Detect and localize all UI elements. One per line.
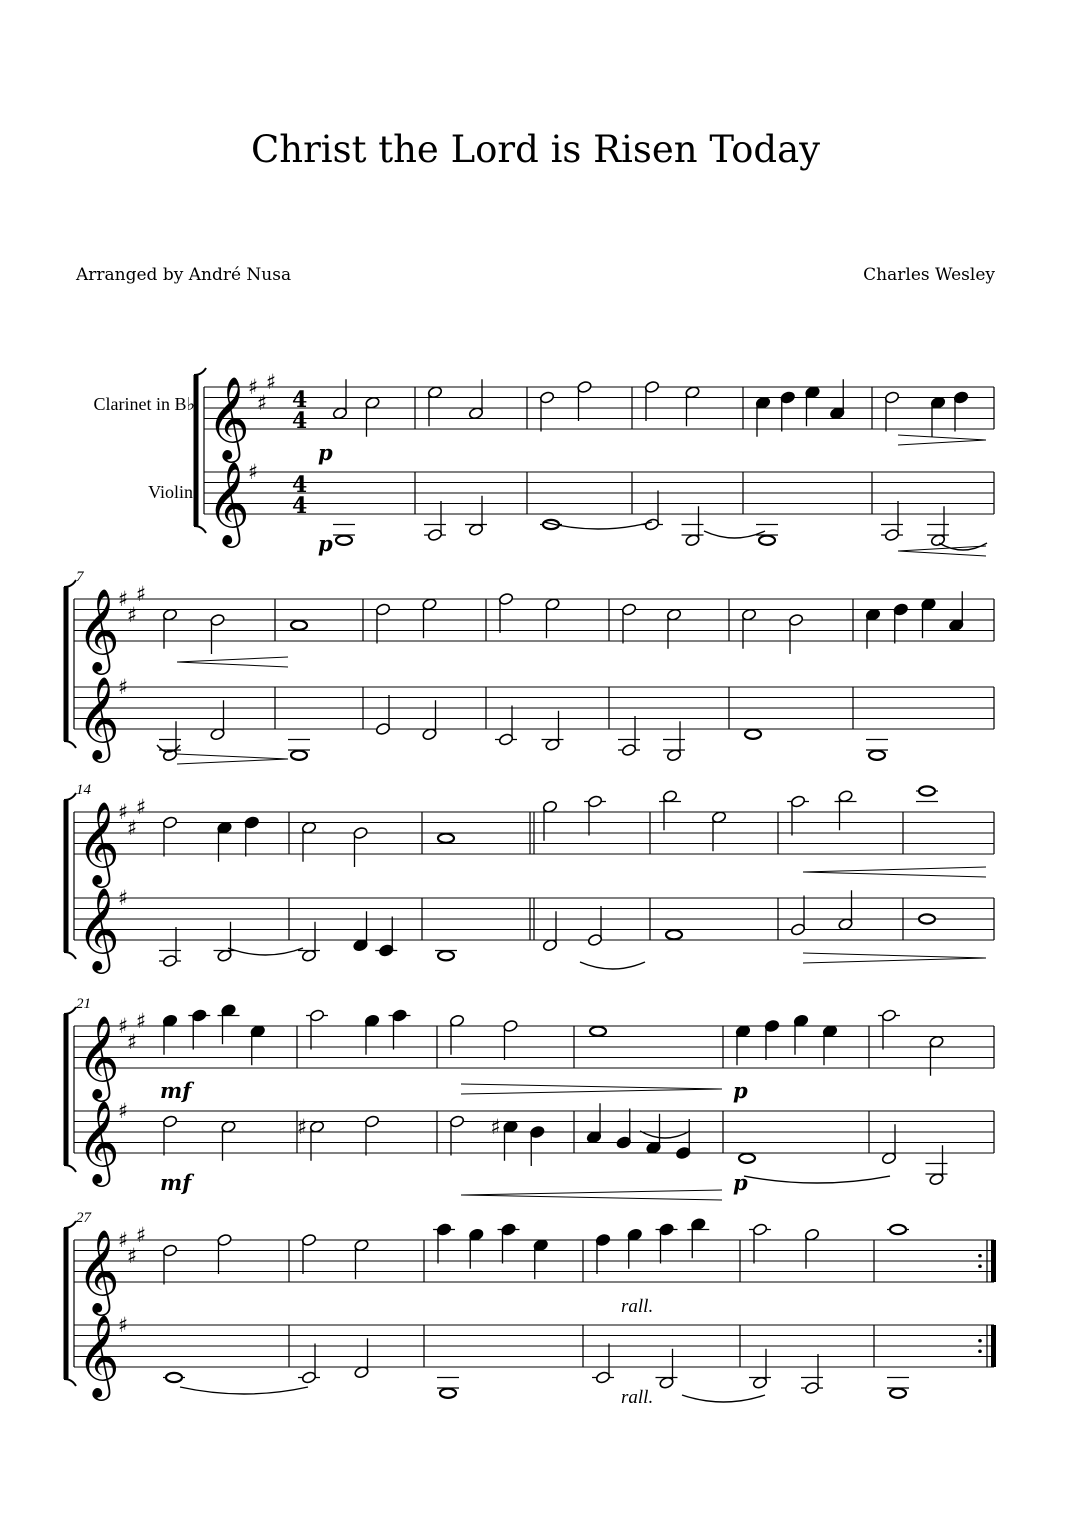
treble-clef-icon: 𝄞 [77, 886, 120, 970]
treble-clef-icon: 𝄞 [77, 1014, 120, 1098]
system-5 [64, 1210, 996, 1408]
treble-clef-icon: 𝄞 [77, 1228, 120, 1312]
time-signature-numerator: 4 [292, 386, 308, 413]
key-signature-sharp: ♯ [257, 390, 268, 415]
whole-note [919, 786, 935, 795]
key-signature-sharp: ♯ [118, 1099, 129, 1123]
crescendo-hairpin [461, 1190, 722, 1200]
time-signature-numerator: 4 [292, 471, 308, 498]
clarinet-staff [74, 1004, 994, 1102]
clarinet-staff [74, 582, 994, 675]
system-3 [64, 782, 994, 974]
dynamic-marking: p [318, 440, 333, 465]
key-signature-sharp: ♯ [118, 675, 129, 699]
repeat-dot [978, 1254, 982, 1258]
crescendo-hairpin [898, 546, 986, 556]
whole-note [666, 930, 682, 939]
system-4 [64, 996, 994, 1195]
key-signature-sharp: ♯ [127, 1243, 138, 1268]
clarinet-staff [74, 1218, 996, 1316]
bracket-hook [64, 1379, 76, 1386]
system-1 [94, 368, 994, 556]
arranger-credit: Arranged by André Nusa [76, 265, 292, 285]
treble-clef-icon: 𝄞 [77, 1099, 120, 1183]
bracket-hook [64, 793, 76, 800]
dynamic-marking: mf [160, 1078, 192, 1103]
whole-note [745, 730, 761, 739]
whole-note [166, 1373, 182, 1382]
violin-staff [74, 1099, 994, 1187]
tempo-marking: rall. [621, 1296, 654, 1317]
dynamic-marking: p [318, 531, 333, 556]
key-signature-sharp: ♯ [248, 375, 259, 399]
crescendo-hairpin [803, 867, 986, 877]
key-signature-sharp: ♯ [118, 1313, 129, 1337]
dynamic-marking: p [733, 1078, 748, 1103]
final-barline [991, 1240, 996, 1282]
composer-credit: Charles Wesley [863, 265, 995, 285]
crescendo-hairpin [177, 657, 288, 667]
treble-clef-icon: 𝄞 [207, 375, 250, 459]
instrument-name-violin: Violin [148, 482, 193, 502]
bracket-hook [194, 368, 206, 375]
bracket-hook [64, 952, 76, 959]
key-signature-sharp: ♯ [266, 369, 277, 394]
key-signature-sharp: ♯ [118, 800, 129, 824]
whole-note [919, 914, 935, 923]
system-2 [64, 569, 994, 763]
key-signature-sharp: ♯ [136, 581, 147, 606]
whole-note [759, 536, 775, 545]
key-signature-sharp: ♯ [136, 1008, 147, 1033]
whole-note [890, 1225, 906, 1234]
bracket-hook [194, 526, 206, 533]
whole-note [590, 1027, 606, 1036]
instrument-name-clarinet: Clarinet in B♭ [93, 394, 195, 414]
key-signature-sharp: ♯ [118, 1228, 129, 1252]
repeat-dot [978, 1339, 982, 1343]
key-signature-sharp: ♯ [136, 1222, 147, 1247]
measure-number: 21 [76, 996, 91, 1012]
key-signature-sharp: ♯ [118, 587, 129, 611]
tie-curve [228, 948, 303, 955]
bracket-hook [64, 741, 76, 748]
treble-clef-icon: 𝄞 [207, 460, 250, 544]
whole-note [890, 1389, 906, 1398]
score-title: Christ the Lord is Risen Today [250, 128, 821, 171]
bracket-hook [64, 1165, 76, 1172]
repeat-dot [978, 1349, 982, 1353]
key-signature-sharp: ♯ [248, 460, 259, 484]
decrescendo-hairpin [803, 953, 986, 963]
decrescendo-hairpin [898, 435, 986, 445]
sharp-accidental: ♯ [297, 1114, 308, 1139]
treble-clef-icon: 𝄞 [77, 587, 120, 671]
dynamic-marking: p [733, 1170, 748, 1195]
whole-note [869, 751, 885, 760]
tie-curve [682, 1395, 765, 1402]
measure-number: 27 [76, 1210, 91, 1226]
whole-note [739, 1154, 755, 1163]
treble-clef-icon: 𝄞 [77, 800, 120, 884]
whole-note [291, 621, 307, 630]
violin-staff [74, 886, 994, 974]
whole-note [291, 751, 307, 760]
dynamic-marking: mf [160, 1170, 192, 1195]
decrescendo-hairpin [177, 754, 288, 764]
tie-curve [744, 1176, 890, 1183]
time-signature-denominator: 4 [292, 492, 308, 519]
key-signature-sharp: ♯ [136, 794, 147, 819]
tie-curve [580, 962, 645, 969]
clarinet-staff [74, 786, 994, 888]
treble-clef-icon: 𝄞 [77, 1313, 120, 1397]
violin-staff [74, 675, 994, 763]
tie-curve [544, 522, 652, 529]
key-signature-sharp: ♯ [127, 602, 138, 627]
key-signature-sharp: ♯ [127, 1029, 138, 1054]
key-signature-sharp: ♯ [118, 1014, 129, 1038]
bracket-hook [64, 1221, 76, 1228]
key-signature-sharp: ♯ [127, 815, 138, 840]
tempo-marking: rall. [621, 1387, 654, 1408]
tie-curve [704, 531, 765, 538]
time-signature-denominator: 4 [292, 407, 308, 434]
whole-note [438, 834, 454, 843]
whole-note [336, 536, 352, 545]
decrescendo-hairpin [461, 1084, 722, 1094]
measure-number: 7 [76, 569, 84, 585]
violin-staff [74, 1313, 996, 1401]
tie-curve [180, 1387, 308, 1394]
sharp-accidental: ♯ [490, 1114, 501, 1139]
final-barline [991, 1325, 996, 1367]
bracket-hook [64, 580, 76, 587]
repeat-dot [978, 1264, 982, 1268]
measure-number: 14 [76, 782, 91, 798]
whole-note [438, 951, 454, 960]
bracket-hook [64, 1007, 76, 1014]
whole-note [440, 1389, 456, 1398]
key-signature-sharp: ♯ [118, 886, 129, 910]
tie-curve [939, 543, 987, 550]
treble-clef-icon: 𝄞 [77, 675, 120, 759]
